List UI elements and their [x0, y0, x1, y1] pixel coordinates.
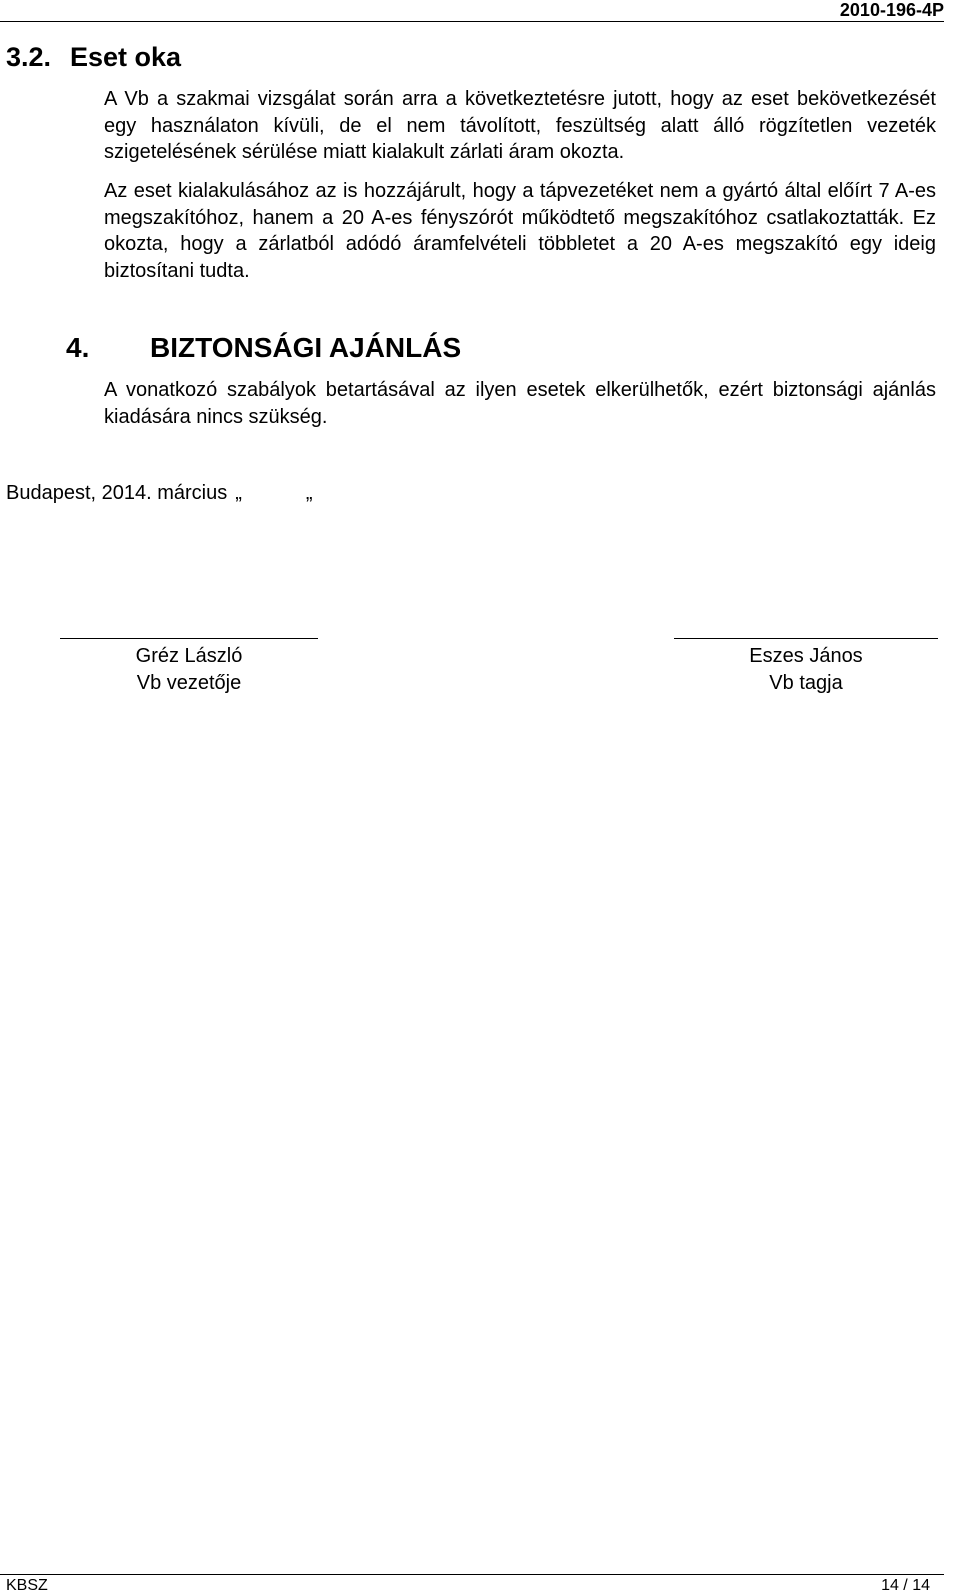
document-code: 2010-196-4P: [839, 0, 944, 20]
signatory-role: Vb vezetője: [136, 671, 242, 694]
section-4-number: 4.: [66, 332, 90, 363]
cause-paragraph-2: Az eset kialakulásához az is hozzájárult, hogy a tápvezetéket nem a gyártó által előírt 7 A-es megszakítóhoz, hanem a 20 A-es fényszórót működtető megszakítóhoz csatlakoztatták. Ez okozta, hogy a zárlatból adódó áramfelvételi többletet a 20 A-es megszakító egy ideig biztosítani tudta.: [104, 180, 936, 282]
signatory-name: Eszes János: [749, 645, 863, 667]
signatory-role: Vb tagja: [769, 671, 843, 694]
signature-block-right: [674, 638, 938, 696]
date-quote-open: „: [235, 482, 242, 504]
date-quote-close: „: [305, 482, 313, 504]
section-3-2-title: Eset oka: [70, 42, 182, 72]
header-rule: [0, 21, 944, 22]
recommendation-paragraph: A vonatkozó szabályok betartásával az ilyen esetek elkerülhetők, ezért biztonsági ajánlás kiadására nincs szükség.: [104, 379, 936, 428]
signature-block-left: [60, 638, 318, 696]
signature-line: [674, 638, 938, 639]
section-3-2-number: 3.2.: [6, 42, 52, 72]
footer-page-number: 14 / 14: [881, 1577, 930, 1594]
signatory-name: Gréz László: [135, 645, 243, 667]
footer-rule: [0, 1574, 944, 1575]
cause-paragraph-1: A Vb a szakmai vizsgálat során arra a következtetésre jutott, hogy az eset bekövetkezését egy használaton kívüli, de el nem távolított, feszültség alatt álló rögzítetlen vezeték szigetelésének sérülése miatt kialakult zárlati áram okozta.: [104, 88, 936, 163]
footer-organization: KBSZ: [6, 1577, 48, 1594]
place-date-text: Budapest, 2014. március: [6, 482, 228, 504]
section-4-title: BIZTONSÁGI AJÁNLÁS: [150, 332, 462, 363]
place-date-line: [6, 480, 313, 506]
signature-line: [60, 638, 318, 639]
section-3-2-heading: [6, 40, 181, 74]
section-4-heading: [66, 330, 461, 366]
